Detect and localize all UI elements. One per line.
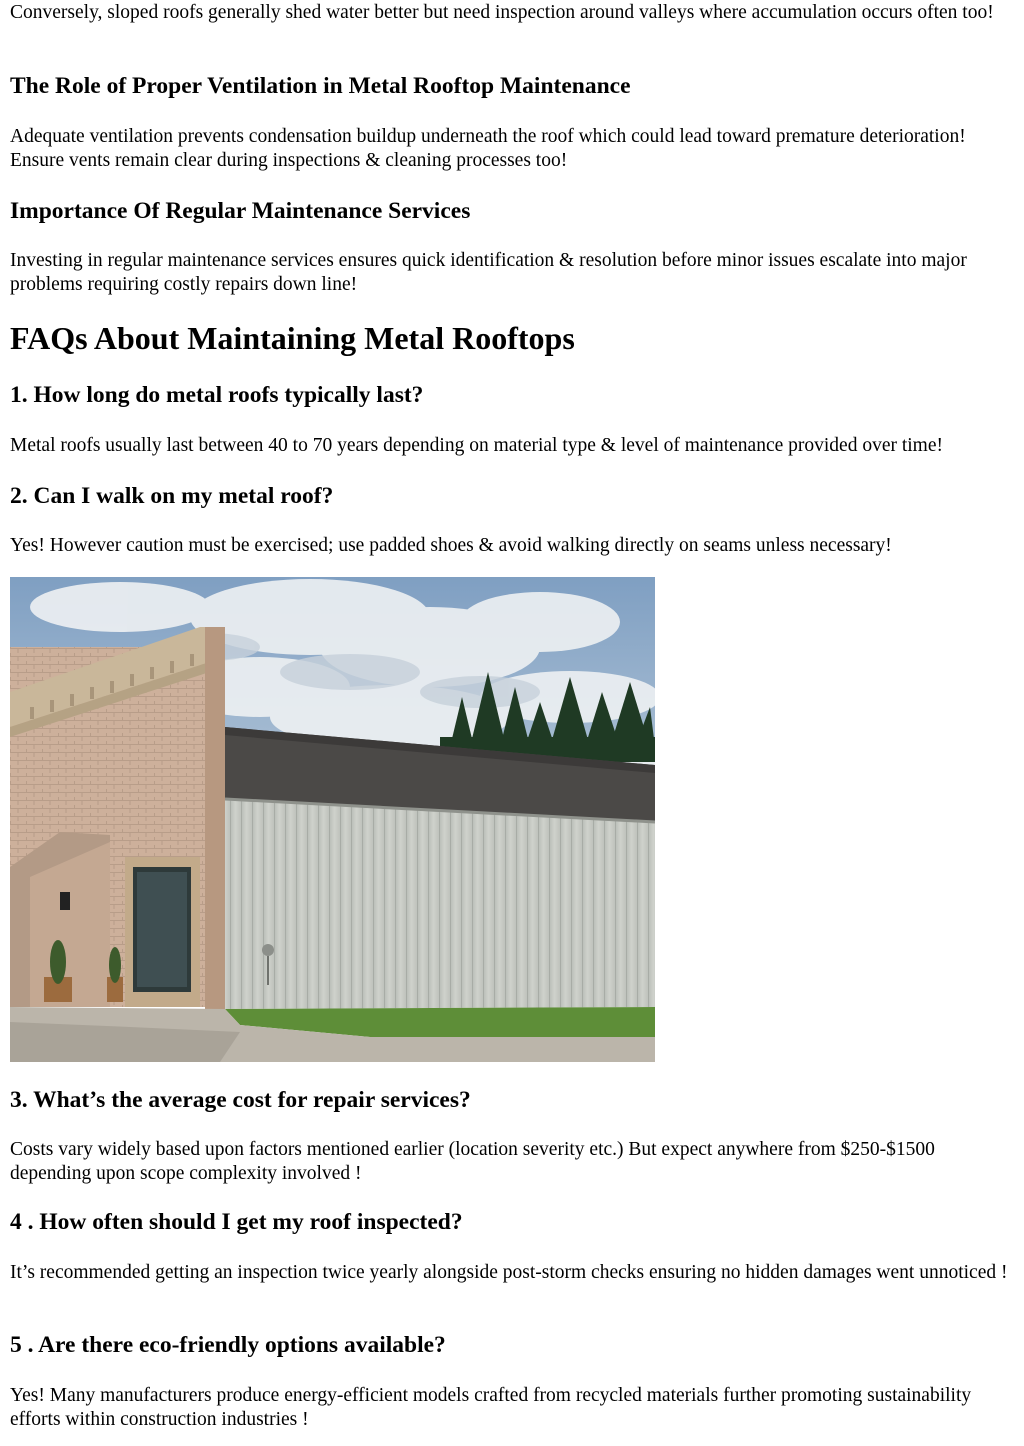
faq-answer-1: Metal roofs usually last between 40 to 70 years depending on material type & level of maintenance provided over time! — [10, 435, 944, 456]
intro-paragraph: Conversely, sloped roofs generally shed water better but need inspection around valleys where accumulation occurs often too! — [10, 2, 994, 23]
faq-answer-3: Costs vary widely based upon factors mentioned earlier (location severity etc.) But expect anywhere from $250-$1500 depending upon scope complexity involved ! — [10, 1139, 935, 1184]
metal-building-photo — [10, 577, 655, 1062]
faq-answer-2: Yes! However caution must be exercised; use padded shoes & avoid walking directly on seams unless necessary! — [10, 535, 892, 556]
faq-question-4: 4 . How often should I get my roof inspected? — [10, 1209, 463, 1235]
section-heading-maintenance-services: Importance Of Regular Maintenance Services — [10, 198, 471, 224]
faq-answer-4: It’s recommended getting an inspection twice yearly alongside post-storm checks ensuring no hidden damages went unnoticed ! — [10, 1262, 1008, 1283]
section-body-ventilation: Adequate ventilation prevents condensation buildup underneath the roof which could lead toward premature deterioration! Ensure vents remain clear during inspections & cleaning processes too! — [10, 126, 966, 171]
section-heading-ventilation: The Role of Proper Ventilation in Metal Rooftop Maintenance — [10, 73, 631, 99]
section-body-maintenance-services: Investing in regular maintenance services ensures quick identification & resolution before minor issues escalate into major problems requiring costly repairs down line! — [10, 250, 967, 295]
faq-title: FAQs About Maintaining Metal Rooftops — [10, 320, 575, 356]
faq-question-3: 3. What’s the average cost for repair services? — [10, 1087, 471, 1113]
faq-question-5: 5 . Are there eco-friendly options available? — [10, 1332, 446, 1358]
faq-question-2: 2. Can I walk on my metal roof? — [10, 483, 334, 509]
faq-question-1: 1. How long do metal roofs typically last? — [10, 382, 424, 408]
faq-answer-5: Yes! Many manufacturers produce energy-efficient models crafted from recycled materials further promoting sustainability efforts within construction industries ! — [10, 1385, 972, 1430]
